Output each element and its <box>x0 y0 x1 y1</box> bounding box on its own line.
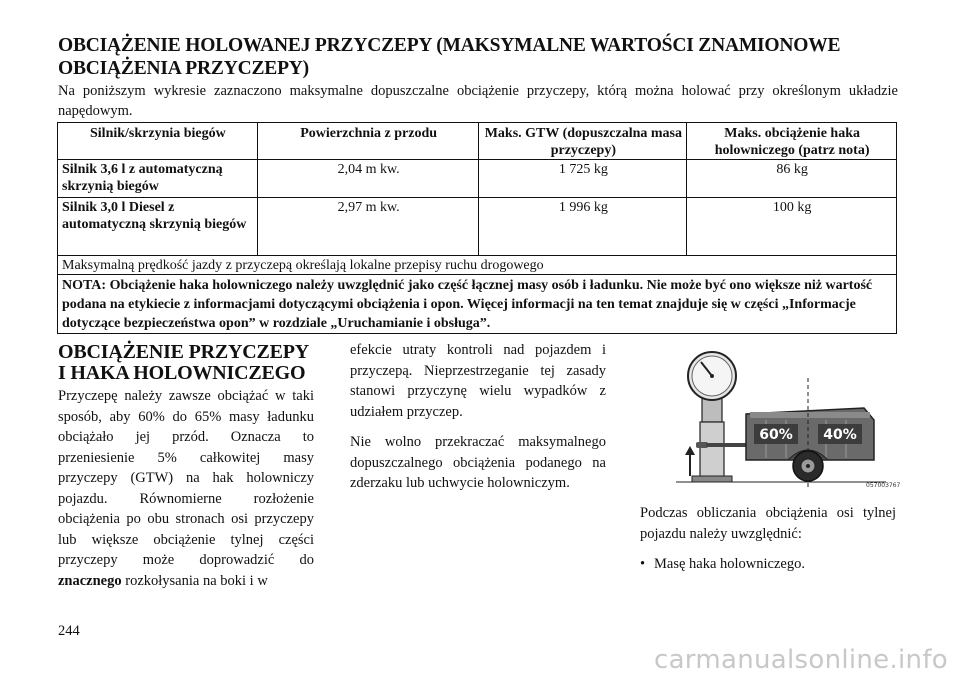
bold-word: znacznego <box>58 572 122 589</box>
table-header-cell: Maks. GTW (dopuszczalna masa przyczepy) <box>479 123 687 160</box>
table-row <box>58 160 897 198</box>
table-cell: 2,04 m kw. <box>257 160 479 198</box>
figure-code: 057003767 <box>866 482 901 489</box>
table-cell: 1 996 kg <box>479 198 687 256</box>
table-header-cell: Silnik/skrzynia biegów <box>58 123 258 160</box>
front-percent-label: 60% <box>759 427 793 443</box>
table-row-speed-note <box>58 256 897 275</box>
paragraph-max-load: Nie wolno przekraczać maksymalnego dopuszczalnego obciążenia podanego na zderzaku lub uchwycie holowniczym. <box>350 434 606 491</box>
scale-base <box>692 476 732 482</box>
table-cell: 86 kg <box>687 160 897 198</box>
paragraph-trailer-loading <box>58 386 314 591</box>
table-row-header: Silnik 3,0 l Diesel z automatyczną skrzynią biegów <box>58 198 258 256</box>
list-item-text: Masę haka holowniczego. <box>654 556 805 572</box>
up-arrow-icon <box>685 446 695 455</box>
paragraph-rear-axle: Podczas obliczania obciążenia osi tylnej pojazdu należy uwzględnić: <box>640 505 896 542</box>
section-heading: OBCIĄŻENIE PRZYCZEPY I HAKA HOLOWNICZEGO <box>58 341 309 384</box>
table-header-row <box>58 123 897 160</box>
table-row-nota <box>58 275 897 334</box>
scale-stand <box>700 422 724 478</box>
table-cell: 2,97 m kw. <box>257 198 479 256</box>
trailer-weight-distribution-illustration <box>676 348 896 494</box>
page-number: 244 <box>58 623 80 639</box>
paragraph-text: rozkołysania na boki i w <box>125 572 268 589</box>
trailer-rail <box>750 412 870 418</box>
column-right <box>640 503 896 575</box>
nota-text: NOTA: Obciążenie haka holowniczego należy uwzględnić jako część łącznej masy osób i ładunku. Nie może być ono większe niż wartość podana na etykiecie z informacjami dotyczącymi obciążenia i opon. Więcej informacji na ten temat znajduje się w części „Informacje dotyczące bezpieczeństwa opon” w rozdziale „Uruchamianie i obsługa”. <box>58 275 897 334</box>
rear-percent-label: 40% <box>823 427 857 443</box>
list-item <box>640 554 896 575</box>
intro-paragraph: Na poniższym wykresie zaznaczono maksymalne dopuszczalne obciążenie przyczepy, którą można holować przy określonym układzie napędowym. <box>58 83 898 119</box>
towing-spec-table <box>57 122 897 334</box>
table-row-header: Silnik 3,6 l z automatyczną skrzynią biegów <box>58 160 258 198</box>
table-header-cell: Maks. obciążenie haka holowniczego (patrz nota) <box>687 123 897 160</box>
table-header-cell: Powierzchnia z przodu <box>257 123 479 160</box>
watermark: carmanualsonline.info <box>653 645 948 675</box>
column-left <box>58 342 314 591</box>
page-title: OBCIĄŻENIE HOLOWANEJ PRZYCZEPY (MAKSYMALNE WARTOŚCI ZNAMIONOWE OBCIĄŻENIA PRZYCZEPY) <box>58 35 841 79</box>
scale-pivot <box>710 374 714 378</box>
table-row <box>58 198 897 256</box>
table-cell: 100 kg <box>687 198 897 256</box>
table-cell: 1 725 kg <box>479 160 687 198</box>
paragraph-continuation: efekcie utraty kontroli nad pojazdem i przyczepą. Nieprzestrzeganie tej zasady stanowi przyczynę wielu wypadków z udziałem przyczep. <box>350 342 606 420</box>
speed-note: Maksymalną prędkość jazdy z przyczepą określają lokalne przepisy ruchu drogowego <box>58 256 897 275</box>
paragraph-text: Przyczepę należy zawsze obciążać w taki sposób, aby 60% do 65% masy ładunku obciążało jej przód. Oznacza to przeniesienie 5% całkowitej masy przyczepy (GTW) na hak holowniczy pojazdu. Równomierne rozłożenie obciążenia po obu stronach osi przyczepy lub większe obciążenie tylnej części przyczepy może doprowadzić do <box>58 388 314 568</box>
bullet-icon: • <box>640 556 646 572</box>
column-middle <box>350 340 606 504</box>
